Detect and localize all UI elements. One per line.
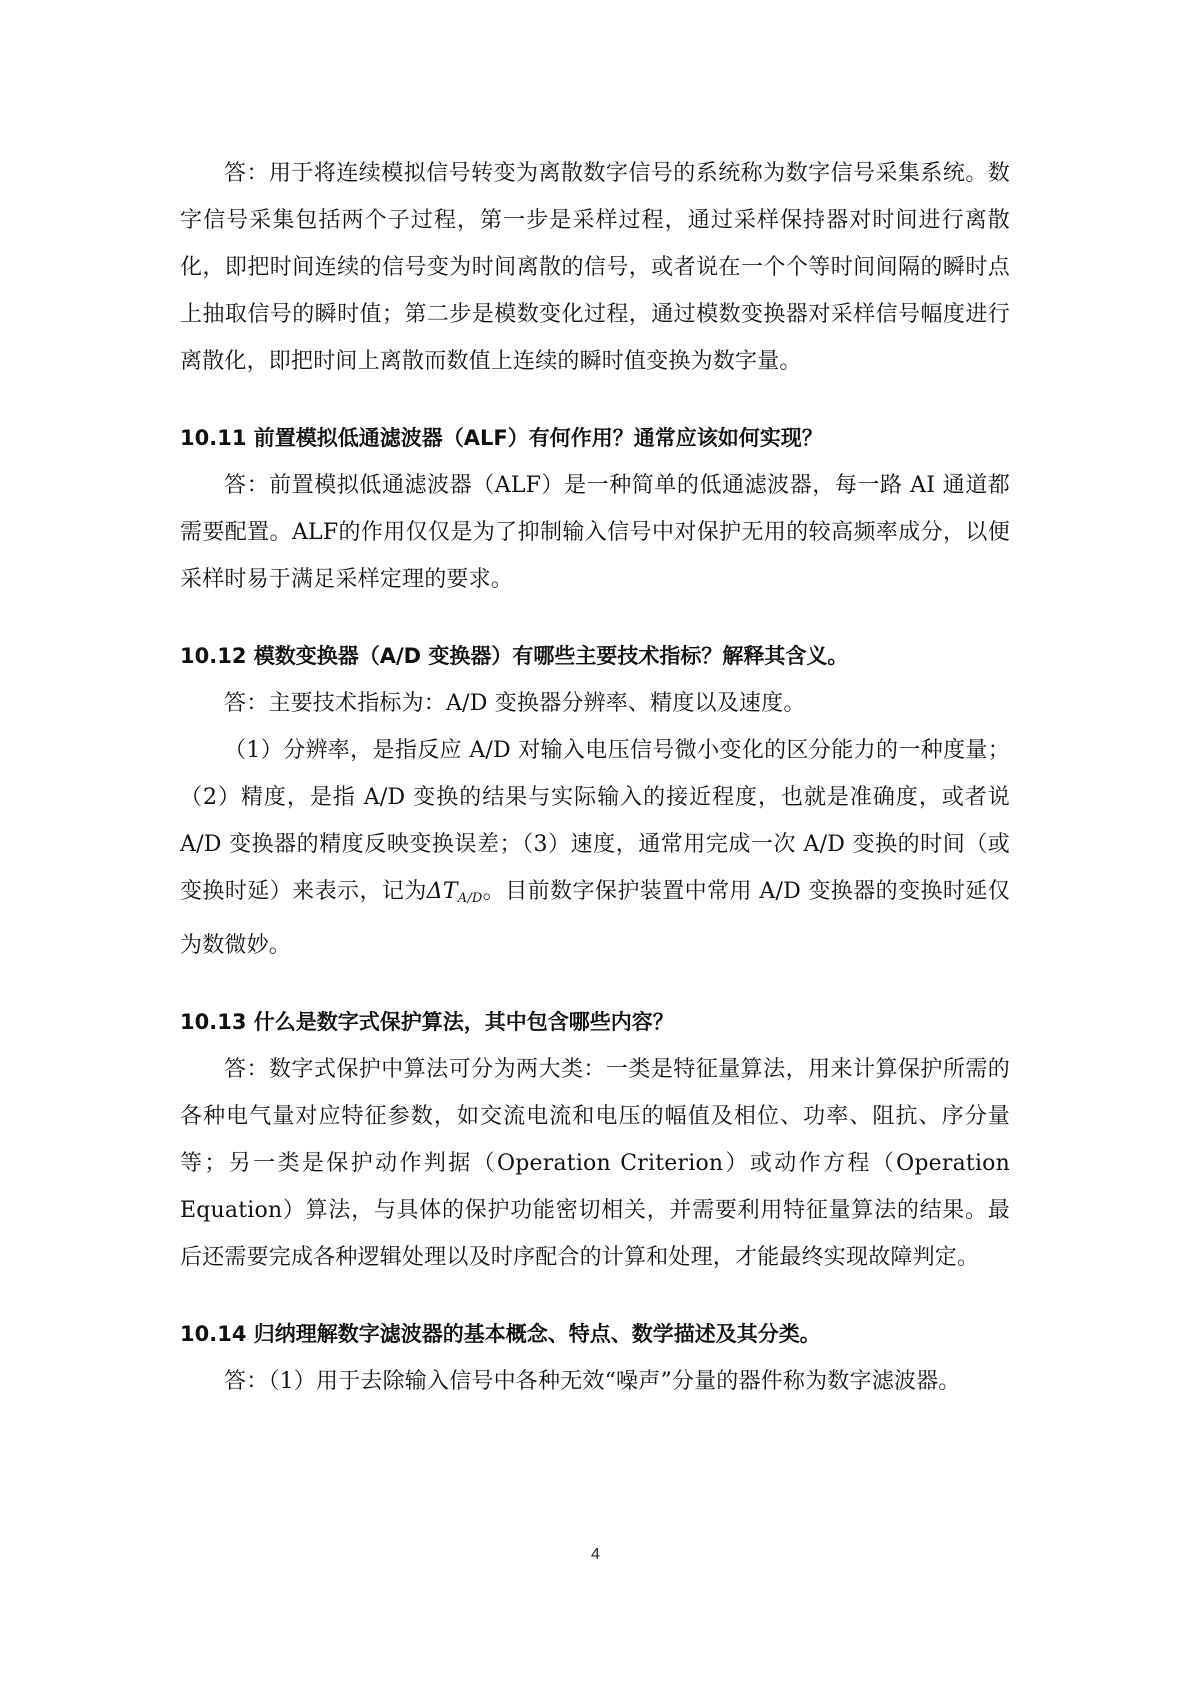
answer-paragraph: 答：用于将连续模拟信号转变为离散数字信号的系统称为数字信号采集系统。数字信号采集包括两个子过程，第一步是采样过程，通过采样保持器对时间进行离散化，即把时间连续的信号变为时间离散的信号，或者说在一个个等时间间隔的瞬时点上抽取信号的瞬时值；第二步是模数变化过程，通过模数变换器对采样信号幅度进行离散化，即把时间上离散而数值上连续的瞬时值变换为数字量。 [180, 161, 1010, 374]
page-number: 4 [591, 1546, 600, 1563]
detail-paragraph-10-12 [180, 727, 1010, 969]
answer-paragraph-10-14: 答：（1）用于去除输入信号中各种无效“噪声”分量的器件称为数字滤波器。 [224, 1369, 961, 1394]
section-heading-10-13: 10.13 什么是数字式保护算法，其中包含哪些内容？ [180, 1010, 674, 1034]
page-content [180, 150, 1010, 1405]
answer-paragraph-10-13: 答：数字式保护中算法可分为两大类：一类是特征量算法，用来计算保护所需的各种电气量对应特征参数，如交流电流和电压的幅值及相位、功率、阻抗、序分量等；另一类是保护动作判据（Operation Criterion）或动作方程（Operation Equation）算法，与具体的保护功能密切相关，并需要利用特征量算法的结果。最后还需要完成各种逻辑处理以及时序配合的计算和处理，才能最终实现故障判定。 [180, 1057, 1010, 1270]
delta-t-subscript: A/D [457, 891, 483, 906]
section-heading-10-12: 10.12 模数变换器（A/D 变换器）有哪些主要技术指标？解释其含义。 [180, 644, 849, 668]
detail-text-part1: （1）分辨率，是指反应 A/D 对输入电压信号微小变化的区分能力的一种度量；（2）精度，是指 A/D 变换的结果与实际输入的接近程度，也就是准确度，或者说 A/D 变换器的精度反映变换误差；（3）速度，通常用完成一次 A/D 变换的时间（或变换时延）来表示，记为 [180, 738, 1010, 904]
answer-paragraph-10-12: 答：主要技术指标为：A/D 变换器分辨率、精度以及速度。 [224, 691, 806, 716]
section-heading-10-14: 10.14 归纳理解数字滤波器的基本概念、特点、数学描述及其分类。 [180, 1322, 821, 1346]
delta-t-symbol [427, 879, 483, 904]
delta-t-main: ΔT [426, 879, 458, 904]
section-heading-10-11: 10.11 前置模拟低通滤波器（ALF）有何作用？通常应该如何实现？ [180, 426, 823, 450]
detail-text-part2: 。目前数字保护装置中常用 A/D 变换器的变换时延仅为数微妙。 [180, 879, 1010, 958]
answer-paragraph-10-11: 答：前置模拟低通滤波器（ALF）是一种简单的低通滤波器，每一路 AI 通道都需要配置。ALF的作用仅仅是为了抑制输入信号中对保护无用的较高频率成分，以便采样时易于满足采样定理的要求。 [180, 473, 1010, 592]
